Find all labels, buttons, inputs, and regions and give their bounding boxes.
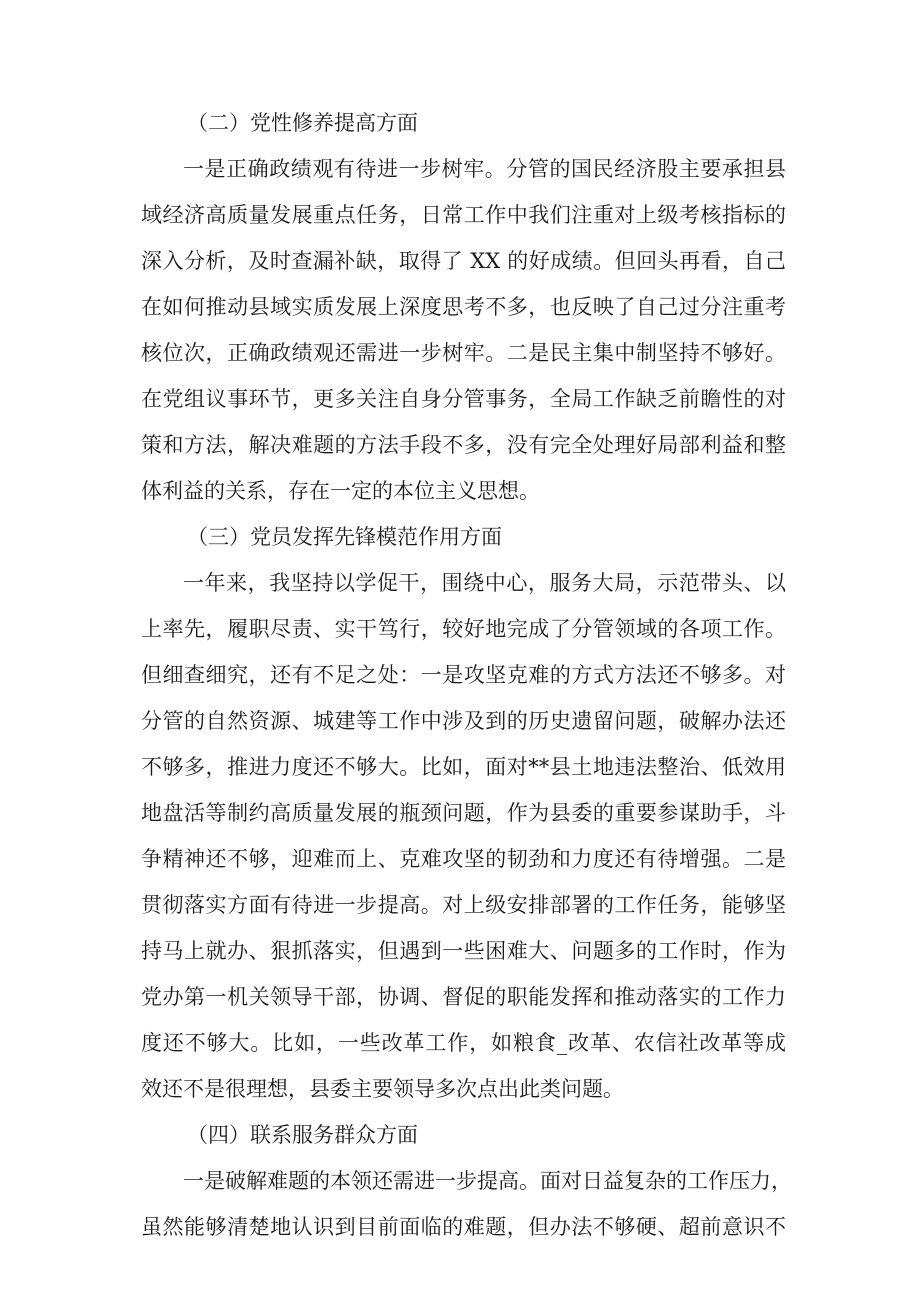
paragraph-line: 一是破解难题的本领还需进一步提高。面对日益复杂的工作压力， — [183, 1169, 792, 1193]
paragraph-line: 贯彻落实方面有待进一步提高。对上级安排部署的工作任务，能够坚 — [141, 893, 786, 917]
paragraph-line: 度还不够大。比如，一些改革工作，如粮食_改革、农信社改革等成 — [141, 1031, 786, 1055]
paragraph-line: 在如何推动县域实质发展上深度思考不多，也反映了自己过分注重考 — [141, 295, 786, 319]
paragraph-line: 争精神还不够，迎难而上、克难攻坚的韧劲和力度还有待增强。二是 — [141, 847, 786, 871]
section-heading: （四）联系服务群众方面 — [187, 1123, 418, 1147]
paragraph-line: 效还不是很理想，县委主要领导多次点出此类问题。 — [141, 1077, 624, 1101]
paragraph-line: 但细查细究，还有不足之处：一是攻坚克难的方式方法还不够多。对 — [141, 663, 786, 687]
paragraph-line: 上率先，履职尽责、实干笃行，较好地完成了分管领域的各项工作。 — [141, 617, 786, 641]
paragraph-line: 虽然能够清楚地认识到目前面临的难题，但办法不够硬、超前意识不 — [141, 1215, 786, 1239]
paragraph-line: 策和方法，解决难题的方法手段不多，没有完全处理好局部利益和整 — [141, 433, 786, 457]
paragraph-line: 域经济高质量发展重点任务，日常工作中我们注重对上级考核指标的 — [141, 203, 786, 227]
paragraph-line: 核位次，正确政绩观还需进一步树牢。二是民主集中制坚持不够好。 — [141, 341, 786, 365]
paragraph-line: 体利益的关系，存在一定的本位主义思想。 — [141, 479, 540, 503]
document-body — [141, 100, 792, 1250]
paragraph-line: 一年来，我坚持以学促干，围绕中心，服务大局，示范带头、以 — [183, 571, 786, 595]
paragraph-line: 持马上就办、狠抓落实，但遇到一些困难大、问题多的工作时，作为 — [141, 939, 786, 963]
paragraph-line: 在党组议事环节，更多关注自身分管事务，全局工作缺乏前瞻性的对 — [141, 387, 786, 411]
paragraph-line: 党办第一机关领导干部，协调、督促的职能发挥和推动落实的工作力 — [141, 985, 786, 1009]
paragraph-line: 一是正确政绩观有待进一步树牢。分管的国民经济股主要承担县 — [183, 157, 786, 181]
paragraph-line: 不够多，推进力度还不够大。比如，面对**县土地违法整治、低效用 — [141, 755, 786, 779]
paragraph-line: 分管的自然资源、城建等工作中涉及到的历史遗留问题，破解办法还 — [141, 709, 786, 733]
paragraph-line: 深入分析，及时查漏补缺，取得了 XX 的好成绩。但回头再看，自己 — [141, 249, 786, 273]
section-heading: （三）党员发挥先锋模范作用方面 — [187, 525, 502, 549]
paragraph-line: 地盘活等制约高质量发展的瓶颈问题，作为县委的重要参谋助手，斗 — [141, 801, 786, 825]
section-heading: （二）党性修养提高方面 — [187, 111, 418, 135]
